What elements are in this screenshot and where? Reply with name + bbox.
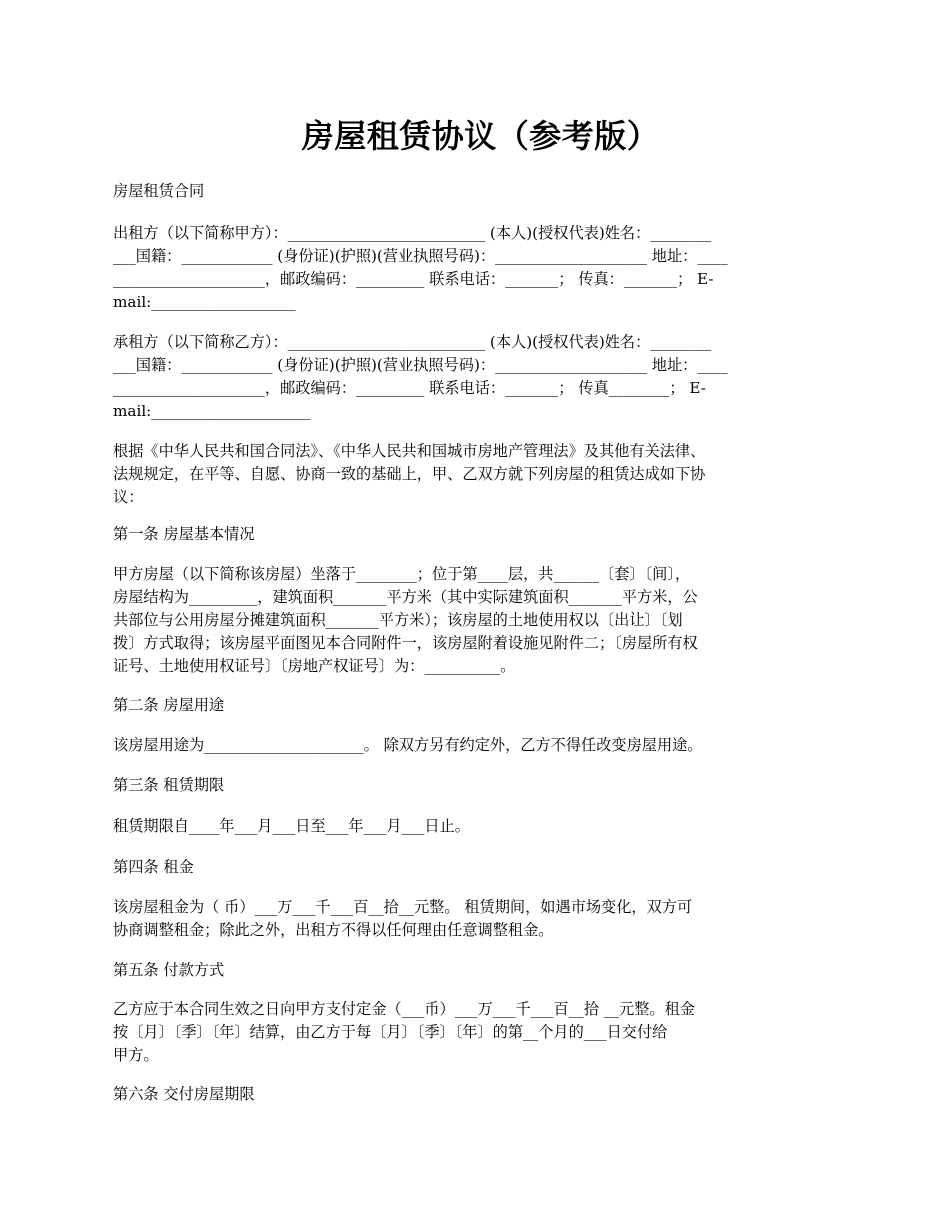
article-5-body: [113, 998, 848, 1067]
article-1-line-5: 证号、土地使用权证号〕〔房地产权证号〕为：__________。: [113, 657, 516, 675]
article-5-line-1: 乙方应于本合同生效之日向甲方支付定金（___币）___万___千___百__拾 __元整。租金: [113, 1000, 695, 1018]
lessor-info: [113, 222, 848, 314]
lessee-info: [113, 331, 848, 423]
preamble-line-1: 根据《中华人民共和国合同法》、《中华人民共和国城市房地产管理法》及其他有关法律、: [113, 442, 706, 460]
article-heading: 第二条 房屋用途: [113, 696, 225, 714]
article-heading: 第一条 房屋基本情况: [113, 525, 255, 543]
lessee-line-4: mail:_____________________: [113, 402, 311, 420]
article-3-body: [113, 815, 848, 838]
article-heading: 第六条 交付房屋期限: [113, 1085, 255, 1103]
lessor-line-4: mail:___________________: [113, 293, 296, 311]
article-5-heading: [113, 959, 848, 982]
article-6-heading: [113, 1083, 848, 1106]
article-1-line-4: 拨〕方式取得；该房屋平面图见本合同附件一，该房屋附着设施见附件二；〔房屋所有权: [113, 634, 698, 652]
article-1-line-2: 房屋结构为_________，建筑面积_______平方米（其中实际建筑面积_______平方米，公: [113, 588, 698, 606]
article-2-heading: [113, 694, 848, 717]
lessor-line-1: 出租方（以下简称甲方）：__________________________ (本人)(授权代表)姓名：________: [113, 224, 712, 242]
document-subtitle: [113, 180, 848, 203]
article-heading: 第五条 付款方式: [113, 961, 225, 979]
article-2-body: [113, 734, 848, 757]
article-2-line-1: 该房屋用途为_____________________。 除双方另有约定外，乙方不得任改变房屋用途。: [113, 736, 703, 754]
preamble-line-2: 法规规定，在平等、自愿、协商一致的基础上，甲、乙双方就下列房屋的租赁达成如下协: [113, 465, 706, 483]
article-heading: 第四条 租金: [113, 858, 194, 876]
article-4-line-1: 该房屋租金为（ 币）___万___千___百__拾__元整。 租赁期间，如遇市场变化，双方可: [113, 898, 693, 916]
subtitle-line: 房屋租赁合同: [113, 182, 205, 200]
lessee-line-2: ___国籍：____________ (身份证)(护照)(营业执照号码)：____________________ 地址：____: [113, 356, 728, 374]
document-title: 房屋租赁协议（参考版）: [301, 117, 660, 155]
lessee-line-1: 承租方（以下简称乙方）：__________________________ (本人)(授权代表)姓名：________: [113, 333, 712, 351]
lessor-line-2: ___国籍：____________ (身份证)(护照)(营业执照号码)：____________________ 地址：____: [113, 247, 728, 265]
preamble: [113, 440, 848, 509]
article-4-line-2: 协商调整租金；除此之外，出租方不得以任何理由任意调整租金。: [113, 921, 554, 939]
article-3-line-1: 租赁期限自____年___月___日至___年___月___日止。: [113, 817, 470, 835]
lessor-line-3: ____________________，邮政编码：_________ 联系电话：_______； 传真：_______； E-: [113, 270, 714, 288]
preamble-line-3: 议：: [113, 488, 144, 506]
article-1-line-1: 甲方房屋（以下简称该房屋）坐落于________；位于第____层，共______〔套〕〔间〕，: [113, 565, 691, 583]
article-heading: 第三条 租赁期限: [113, 776, 225, 794]
article-4-body: [113, 896, 848, 942]
article-3-heading: [113, 774, 848, 797]
article-1-body: [113, 563, 848, 678]
article-4-heading: [113, 856, 848, 879]
article-1-heading: [113, 523, 848, 546]
article-5-line-3: 甲方。: [113, 1046, 159, 1064]
lessee-line-3: ____________________，邮政编码：_________ 联系电话：_______； 传真________； E-: [113, 379, 706, 397]
article-1-line-3: 共部位与公用房屋分摊建筑面积_______平方米）；该房屋的土地使用权以〔出让〕〔划: [113, 611, 683, 629]
article-5-line-2: 按〔月〕〔季〕〔年〕结算，由乙方于每〔月〕〔季〕〔年〕的第__个月的___日交付给: [113, 1023, 668, 1041]
